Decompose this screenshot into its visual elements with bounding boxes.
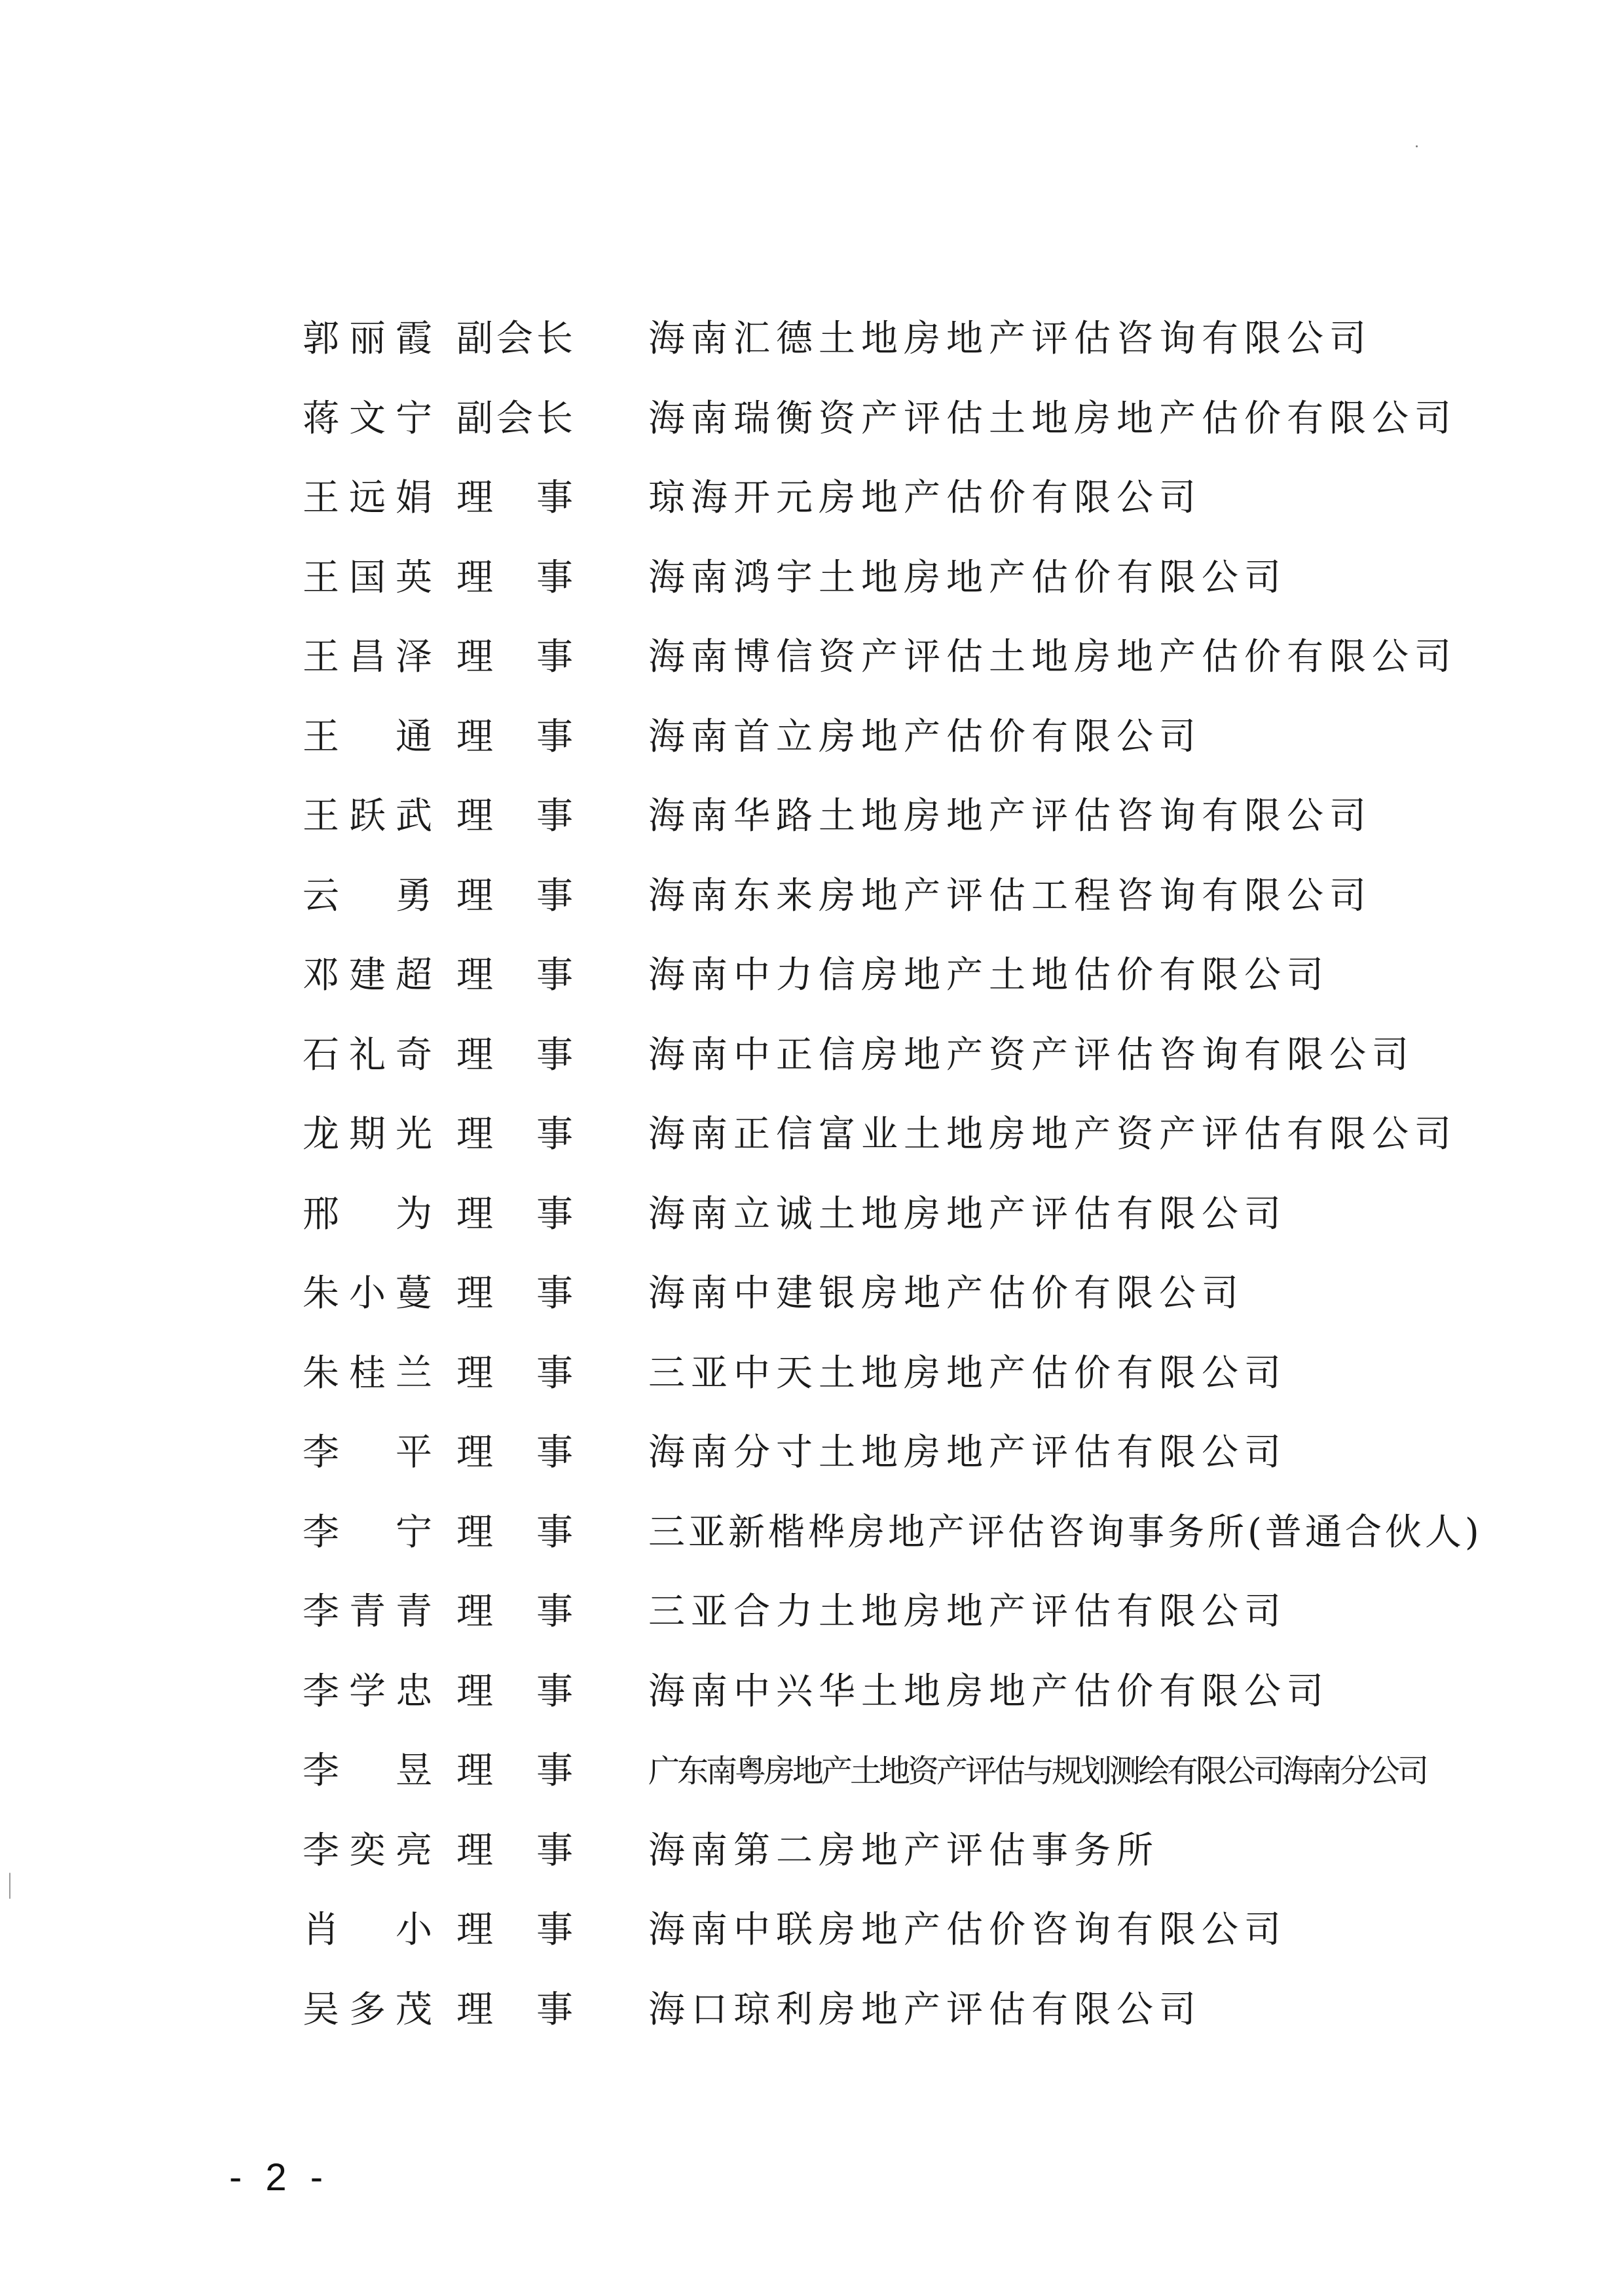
- member-role: 理事: [456, 477, 574, 519]
- member-name: 李青青: [303, 1590, 434, 1633]
- member-name: 云勇: [303, 874, 434, 917]
- roster-row: [303, 545, 1547, 625]
- member-role: 理事: [456, 636, 574, 678]
- member-role: 理事: [456, 1829, 574, 1872]
- member-name: 王远娟: [303, 477, 434, 519]
- roster-row: [303, 1102, 1547, 1182]
- member-role: 理事: [456, 1113, 574, 1156]
- member-organization: 海南中兴华土地房地产估价有限公司: [648, 1670, 1329, 1713]
- member-role: 理事: [456, 715, 574, 758]
- member-organization: 海南东来房地产评估工程咨询有限公司: [648, 874, 1372, 917]
- member-name: 朱桂兰: [303, 1351, 434, 1395]
- roster-row: [303, 625, 1547, 705]
- member-role: 理事: [456, 1272, 574, 1315]
- member-name: 肖小: [303, 1909, 434, 1951]
- roster-row: [303, 1977, 1547, 2057]
- member-name: 王通: [303, 715, 434, 758]
- member-organization: 海南正信富业土地房地产资产评估有限公司: [648, 1113, 1457, 1156]
- roster-row: [303, 1341, 1547, 1421]
- roster-row: [303, 1659, 1547, 1739]
- member-name: 蒋文宁: [303, 397, 434, 440]
- member-organization: 海南分寸土地房地产评估有限公司: [648, 1431, 1287, 1474]
- member-organization: 海南中建银房地产估价有限公司: [648, 1272, 1244, 1315]
- member-role: 理事: [456, 1351, 574, 1395]
- member-name: 王昌泽: [303, 636, 434, 678]
- member-name: 王国英: [303, 556, 434, 599]
- roster-row: [303, 1579, 1547, 1659]
- roster-row: [303, 1261, 1547, 1341]
- member-role: 理事: [456, 1431, 574, 1474]
- roster-row: [303, 306, 1547, 386]
- member-organization: 三亚中天土地房地产估价有限公司: [648, 1351, 1287, 1395]
- member-role: 理事: [456, 1511, 574, 1554]
- member-role: 理事: [456, 954, 574, 997]
- roster-row: [303, 1738, 1547, 1818]
- member-organization: 三亚新楷桦房地产评估咨询事务所(普通合伙人): [648, 1511, 1483, 1554]
- member-organization: 海南首立房地产估价有限公司: [648, 715, 1202, 758]
- member-name: 石礼奇: [303, 1033, 434, 1076]
- member-role: 理事: [456, 795, 574, 837]
- roster-row: [303, 1898, 1547, 1977]
- member-name: 吴多茂: [303, 1988, 434, 2031]
- member-organization: 海口琼利房地产评估有限公司: [648, 1988, 1202, 2031]
- roster-row: [303, 1500, 1547, 1580]
- member-name: 李学忠: [303, 1670, 434, 1713]
- member-organization: 海南博信资产评估土地房地产估价有限公司: [648, 636, 1457, 678]
- member-role: 理事: [456, 1192, 574, 1236]
- member-role: 理事: [456, 1670, 574, 1713]
- roster-row: [303, 864, 1547, 944]
- member-organization: 海南华路土地房地产评估咨询有限公司: [648, 795, 1372, 837]
- member-role: 理事: [456, 556, 574, 599]
- member-name: 李平: [303, 1431, 434, 1474]
- member-organization: 广东南粤房地产土地资产评估与规划测绘有限公司海南分公司: [648, 1753, 1427, 1790]
- member-organization: 三亚合力土地房地产评估有限公司: [648, 1590, 1287, 1633]
- member-name: 邢为: [303, 1192, 434, 1236]
- member-name: 郭丽霞: [303, 318, 434, 360]
- member-organization: 海南瑞衡资产评估土地房地产估价有限公司: [648, 397, 1457, 440]
- member-organization: 海南第二房地产评估事务所: [648, 1829, 1159, 1872]
- member-name: 李奕亮: [303, 1829, 434, 1872]
- member-name: 王跃武: [303, 795, 434, 837]
- roster-row: [303, 386, 1547, 466]
- member-role: 副会长: [456, 397, 574, 440]
- roster-row: [303, 784, 1547, 864]
- member-organization: 海南中正信房地产资产评估咨询有限公司: [648, 1033, 1414, 1076]
- member-name: 朱小蔓: [303, 1272, 434, 1315]
- member-role: 理事: [456, 1033, 574, 1076]
- roster-row: [303, 1818, 1547, 1898]
- roster-row: [303, 1420, 1547, 1500]
- roster-row: [303, 943, 1547, 1023]
- member-role: 理事: [456, 1750, 574, 1792]
- roster-row: [303, 705, 1547, 784]
- member-name: 邓建超: [303, 954, 434, 997]
- scan-speck: [1416, 145, 1418, 147]
- member-role: 理事: [456, 1590, 574, 1633]
- member-role: 副会长: [456, 318, 574, 360]
- page-number: - 2 -: [229, 2156, 330, 2199]
- member-organization: 海南中力信房地产土地估价有限公司: [648, 954, 1329, 997]
- member-organization: 海南汇德土地房地产评估咨询有限公司: [648, 318, 1372, 360]
- member-role: 理事: [456, 1988, 574, 2031]
- roster-row: [303, 466, 1547, 545]
- member-name: 李昱: [303, 1750, 434, 1792]
- member-name: 龙期光: [303, 1113, 434, 1156]
- scan-speck: [9, 1873, 10, 1899]
- roster-row: [303, 1182, 1547, 1262]
- member-organization: 琼海开元房地产估价有限公司: [648, 477, 1202, 519]
- member-organization: 海南鸿宇土地房地产估价有限公司: [648, 556, 1287, 599]
- member-role: 理事: [456, 874, 574, 917]
- member-name: 李宁: [303, 1511, 434, 1554]
- member-organization: 海南立诚土地房地产评估有限公司: [648, 1192, 1287, 1236]
- member-organization: 海南中联房地产估价咨询有限公司: [648, 1909, 1287, 1951]
- member-role: 理事: [456, 1909, 574, 1951]
- member-roster: [303, 306, 1547, 2057]
- roster-row: [303, 1023, 1547, 1103]
